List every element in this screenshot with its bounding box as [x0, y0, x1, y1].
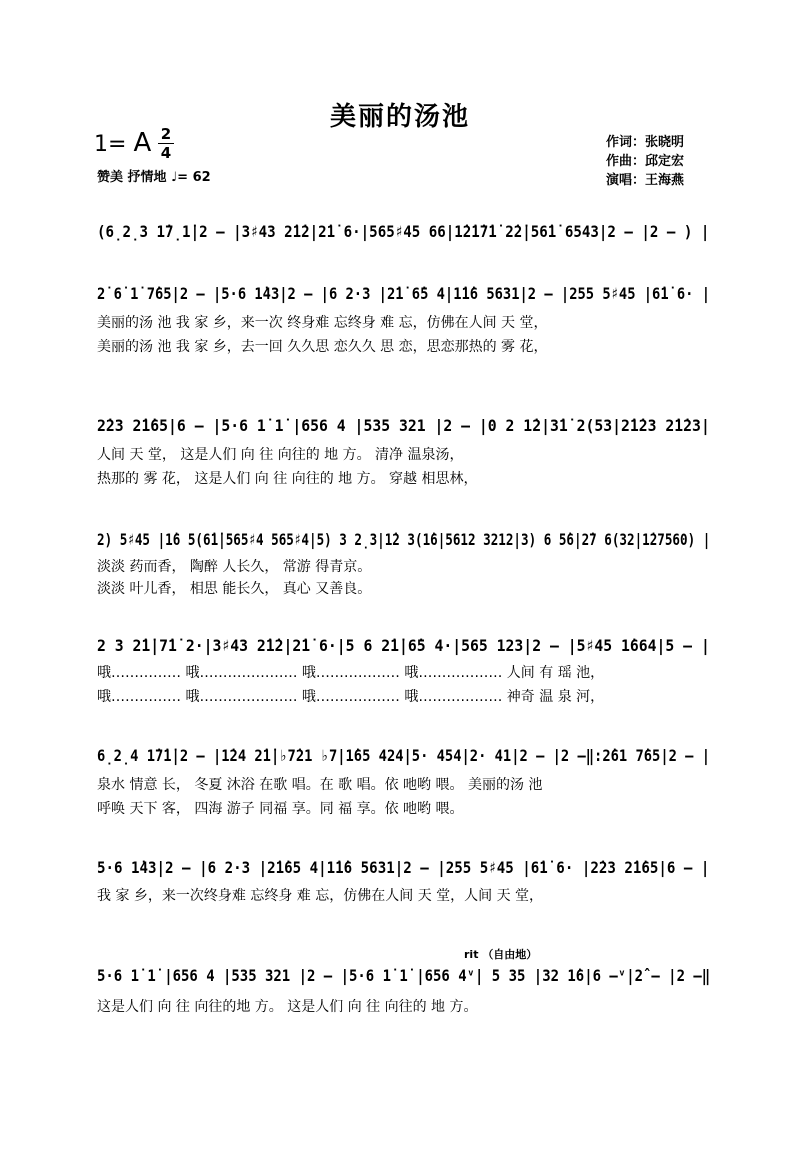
time-signature	[158, 126, 174, 161]
key-signature	[94, 128, 151, 158]
lyric-line-5-verse-2: 哦…………… 哦………………… 哦……………… 哦……………… 神奇 温 泉 河，	[97, 689, 605, 705]
song-title: 美丽的汤池	[329, 102, 470, 132]
lyric-line-5-verse-1: 哦…………… 哦………………… 哦……………… 哦……………… 人间 有 瑶 池，	[97, 665, 605, 681]
style-marking: 赞美 抒情地 ♩= 62	[97, 170, 211, 185]
lyric-line-3-verse-2: 热那的 雾 花， 这是人们 向 往 向往的 地 方。 穿越 相思林，	[97, 471, 478, 487]
notation-line-3: 2̇23 2̇1̇65|6 – |5·6 1̇ 1̇ |656 4 |535 321 |2 – |0 2 1̇2|3̇1̇ 2(53|2̇1̇23 2̇1̇23|	[97, 416, 710, 435]
key-letter: A	[133, 128, 152, 158]
singer-credit: 演唱：王海燕	[606, 173, 685, 188]
notation-line-5: 2 3 2̇1̇|7̇1̇ 2·|3♯43 2̇1̇2|2̇1̇ 6·|5 6 2̇1̇|6̇5 4·|565 123|2 – |5♯45 1̇664|5 – |	[97, 636, 710, 655]
meter-bottom: 4	[160, 144, 172, 162]
notation-line-4: 2) 5♯45 |1̇6 5(6̇1̇|565♯4 565♯4|5) 3 2̣3|1̇2 3(1̇6|5612 3212|3) 6 5̇6|2̇7 6(32|1̇27560) |	[97, 530, 711, 549]
notation-line-7: 5·6 1̇43|2 – |6 2·3 |2̇1̇65 4|1̇1̇6 5631|2 – |255 5♯45 |6̇1̇ 6· |2̇23 2̇1̇65|6 – |	[97, 858, 710, 877]
notation-line-1: (6̣2̣3 1̇7̣1̇|2 – |3♯43 2̇1̇2|2̇1̇ 6·|565♯45 66|1̇2̇1̇7̇1̇ 2̇2̇|56̇1̇ 6543|2 – |2 – ) |	[97, 222, 710, 241]
lyric-line-6-verse-1: 泉水 情意 长， 冬夏 沐浴 在歌 唱。在 歌 唱。依 吔哟 喂。 美丽的汤 池	[97, 777, 543, 793]
lyric-line-7-verse-1: 我 家 乡，来一次终身难 忘终身 难 忘，仿佛在人间 天 堂，人间 天 堂，	[97, 888, 544, 904]
lyricist-credit: 作词：张晓明	[606, 135, 685, 150]
key-prefix: 1=	[94, 132, 127, 157]
notation-line-6: 6̣2̣4 1̇7̇1̇|2 – |1̇24 2̇1̇|♭7̇21 ♭7|1̇65 424|5· 454|2· 41|2 – |2 –‖:2̇61 7̇65|2 – |	[97, 746, 711, 765]
notation-line-8: 5·6 1̇ 1̇ |656 4 |535 321 |2 – |5·6 1̇ 1̇ |656 4ᵛ| 5 35 |32 1̇6|6 –ᵛ|2̂ – |2 –‖	[97, 966, 711, 985]
lyric-line-8-verse-1: 这是人们 向 往 向往的地 方。 这是人们 向 往 向往的 地 方。	[97, 999, 478, 1015]
notation-line-2: 2̇ 6̇ 1̇ 7̇65|2 – |5·6 1̇43|2 – |6 2·3 |2̇1̇ 6̇5 4|1̇1̇6 5631|2 – |255 5♯45 |6̇1̇ 6· |	[97, 284, 711, 303]
lyric-line-4-verse-1: 淡淡 药而香， 陶醉 人长久， 常游 得青京。	[97, 559, 372, 575]
rit-marking: rit	[464, 948, 479, 961]
free-tempo-marking: （自由地）	[482, 948, 538, 961]
meter-top: 2	[160, 125, 172, 143]
lyric-line-4-verse-2: 淡淡 叶儿香， 相思 能长久， 真心 又善良。	[97, 581, 372, 597]
lyric-line-3-verse-1: 人间 天 堂， 这是人们 向 往 向往的 地 方。 清净 温泉汤，	[97, 447, 464, 463]
lyric-line-2-verse-2: 美丽的汤 池 我 家 乡，去一回 久久思 恋久久 思 恋，思恋那热的 雾 花，	[97, 339, 548, 355]
tempo-change	[464, 946, 537, 962]
lyric-line-6-verse-2: 呼唤 天下 客， 四海 游子 同福 享。同 福 享。依 吔哟 喂。	[97, 801, 464, 817]
composer-credit: 作曲：邱定宏	[606, 154, 685, 169]
lyric-line-2-verse-1: 美丽的汤 池 我 家 乡，来一次 终身难 忘终身 难 忘，仿佛在人间 天 堂，	[97, 315, 548, 331]
